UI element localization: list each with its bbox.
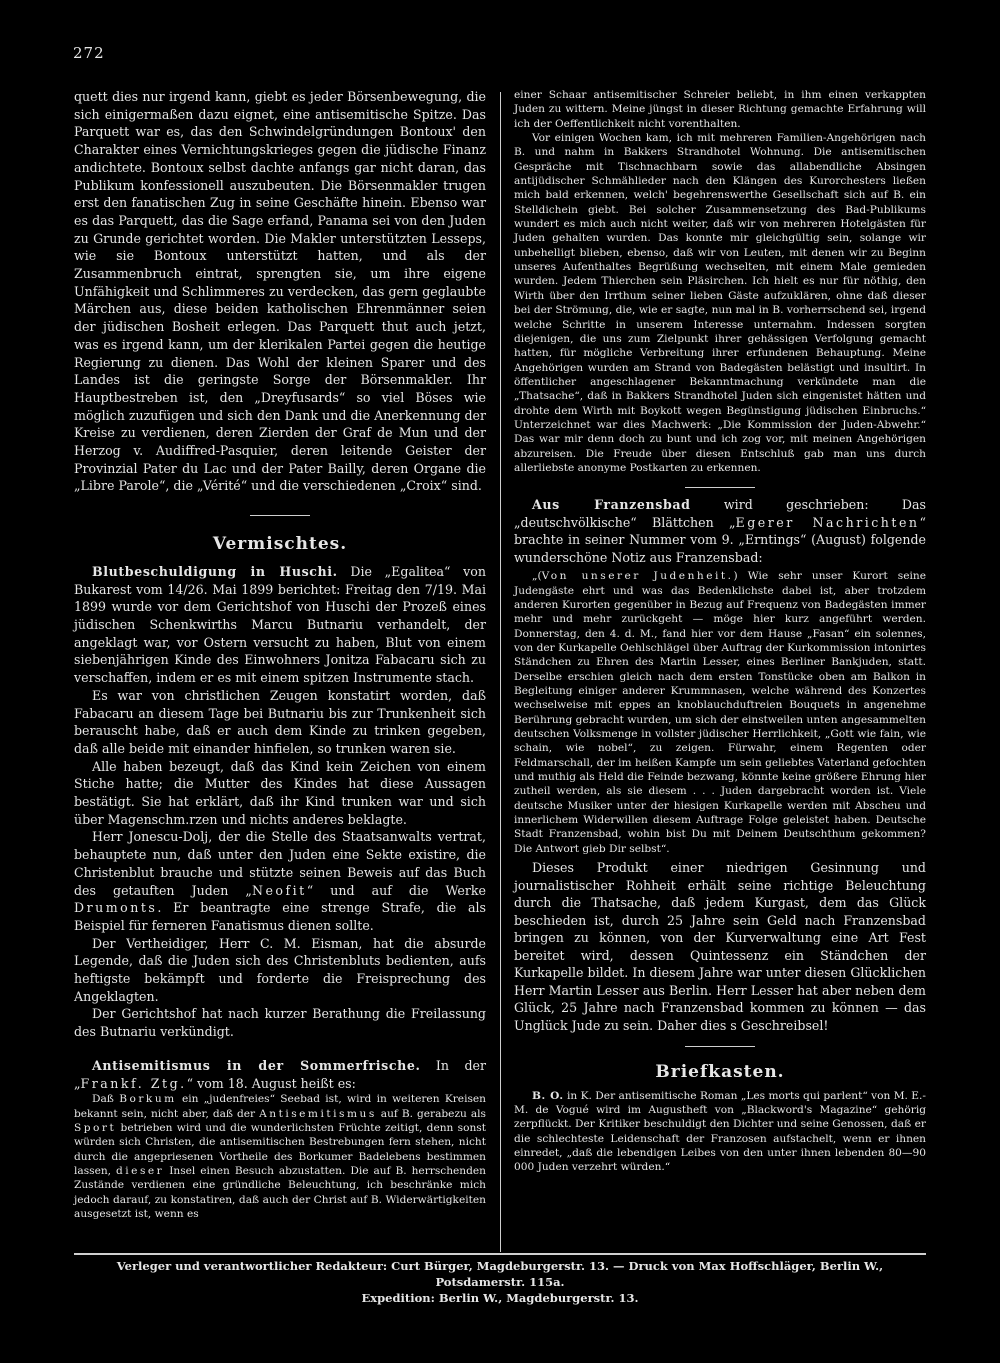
opening-paragraph: quett dies nur irgend kann, giebt es jeder Börsenbewegung, die sich einigermaßen dazu eignet, eine antisemitische Spitze. Das Parquett war es, das den Schwindelgründungen Bontoux' den Charakter eines Vernichtungskrieges gegen die jüdische Finanz andichtete. Bontoux selbst dachte anfangs gar nicht daran, das Publikum konfessionell auszubeuten. Die Börsenmakler trugen erst den fanatischen Zug in seine Geschäfte hinein. Ebenso war es das Parquett, das die Sage erfand, Panama sei von den Juden zu Grunde gerichtet worden. Die Makler unterstützten Lesseps, wie sie Bontoux unterstützt hatten, und als der Zusammenbruch eintrat, sprengten sie, um ihre eigene Unfähigkeit und Schlimmeres zu verdecken, das gern geglaubte Märchen aus, diese beiden katholischen Ehrenmänner seien der jüdischen Bosheit erlegen. Das Parquett thut auch jetzt, was es irgend kann, um der klerikalen Partei gegen die heutige Regierung zu dienen. Das Wohl der kleinen Sparer und des Landes ist die geringste Sorge der Börsenmakler. Ihr Hauptbestreben ist, den „Dreyfusards“ so viel Böses wie möglich zuzufügen und sich den Dank und die Anerkennung der Kreise zu verdienen, deren Zierden der Graf de Mun und der Herzog v. Audiffred-Pasquier, deren leitende Geister der Provinzial Pater du Lac und der Pater Bailly, deren Organe die „Libre Parole“, die „Vérité“ und die verschiedenen „Croix“ sind. — [74, 89, 486, 494]
article-franzensbad-lead: Aus Franzensbad wird geschrieben: Das „deutschvölkische“ Blättchen „Egerer Nachrichten“ brachte in seiner Nummer vom 9. „Erntings“ (August) folgende wunderschöne Notiz aus Franzensbad: — [514, 497, 926, 565]
article-quote: „(Von unserer Judenheit.) Wie sehr unser Kurort seine Judengäste ehrt und was das Bedenklichste dabei ist, aber trotzdem anderen Kurorten gegenüber in Bezug auf Frequenz von Badegästen immer mehr und mehr zurückgeht — möge hier kurz angeführt werden. Donnerstag, den 4. d. M., fand hier vor dem Hause „Fasan“ ein solennes, von der Kurkapelle Oehlschlägel über Auftrag der Kurkommission intonirtes Ständchen zu Ehren des Martin Lesser, eines Berliner Bankjuden, statt. Derselbe erschien gleich nach dem ersten Tonstücke oben am Balkon in Begleitung einiger anderer Krummnasen, welche während des Konzertes wechselweise mit eppes an knoblauchduftreien Bouquets in angenehme Berührung gebracht wurden, um sich der einstweilen unten angesammelten deutschen Volksmenge in vollster jüdischer Herrlichkeit, „Gott wie fain, wie schain, wie nobel“, zu zeigen. Fürwahr, einem Regenten oder Feldmarschall, der im heißen Kampfe um sein geliebtes Vaterland gefochten und muthig als Held die Feinde bezwang, könnte keine größere Ehrung hier zutheil werden, als sie diesem . . . Juden dargebracht worden ist. Viele deutsche Musiker unter der hiesigen Kurkapelle werden mit Abscheu und innerlichem Widerwillen diesem Auftrage Folge geleistet haben. Deutsche Stadt Franzensbad, wohin bist Du mit Deinem Deutschthum gekommen? Die Antwort gieb Dir selbst“. — [514, 570, 927, 855]
imprint-footer — [74, 1258, 926, 1306]
article-paragraph: Herr Jonescu-Dolj, der die Stelle des Staatsanwalts vertrat, behauptete nun, daß unter den Juden eine Sekte existire, die Christenblut brauche und stützte seinen Beweis auf das Buch des getauften Juden „Neofit“ und auf die Werke Drumonts. Er beantragte eine strenge Strafe, die als Beispiel für ferneren Fanatismus dienen sollte. — [74, 829, 486, 933]
imprint-line: Expedition: Berlin W., Magdeburgerstr. 13. — [361, 1291, 639, 1305]
article-heading: Aus Franzensbad — [532, 497, 691, 513]
article-paragraph: Der Vertheidiger, Herr C. M. Eisman, hat die absurde Legende, daß die Juden sich des Christenbluts bedienten, aufs heftigste bekämpft und forderte die Freisprechung des Angeklagten. — [74, 935, 486, 1004]
article-blutbeschuldigung-lead: Blutbeschuldigung in Huschi. Die „Egalitea“ von Bukarest vom 14/26. Mai 1899 berichtet: Freitag den 7/19. Mai 1899 wurde vor dem Gerichtshof von Huschi der Prozeß eines jüdischen Schenkwirths Marcu Butnariu verhandelt, der angeklagt war, vor Ostern versucht zu haben, Blut von einem siebenjährigen Kinde des Einwohners Jonitza Fabacaru sich zu verschaffen, indem er es mit einem spitzen Instrumente stach. — [74, 563, 486, 686]
separator — [685, 1046, 755, 1047]
section-title: Briefkasten. — [655, 1062, 785, 1083]
page-number: 272 — [73, 44, 105, 62]
right-column — [514, 88, 926, 1175]
section-title: Vermischtes. — [212, 534, 348, 555]
left-column — [74, 88, 486, 1221]
briefkasten-addressee: B. O. — [532, 1089, 564, 1102]
article-antisemitismus-lead: Antisemitismus in der Sommerfrische. In der „Frankf. Ztg.“ vom 18. August heißt es: — [74, 1057, 486, 1091]
article-paragraph: Dieses Produkt einer niedrigen Gesinnung und journalistischer Rohheit erhält seine richtige Beleuchtung durch die Thatsache, daß jedem Kurgast, dem das Glück beschieden ist, durch 25 Jahre sein Geld nach Franzensbad bringen zu können, von der Kurverwaltung eine Art Fest bereitet wird, dessen Quintessenz ein Ständchen der Kurkapelle bildet. In diesem Jahre war unter diesen Glücklichen Herr Martin Lesser aus Berlin. Herr Lesser hat aber neben dem Glück, 25 Jahre nach Franzensbad kommen zu können — das Unglück Jude zu sein. Daher dies s Geschreibsel! — [514, 860, 926, 1033]
footer-rule — [74, 1253, 926, 1255]
article-paragraph: Es war von christlichen Zeugen konstatirt worden, daß Fabacaru an diesem Tage bei Butnariu bis zur Trunkenheit sich berauscht habe, daß er auch dem Kinde zu trinken gegeben, daß alle beide mit einander hinfielen, so trunken waren sie. — [74, 687, 486, 756]
article-quote: Daß Borkum ein „judenfreies“ Seebad ist, wird in weiteren Kreisen bekannt sein, nicht aber, daß der Antisemitismus auf B. gerabezu als Sport betrieben wird und die wunderlichsten Früchte zeitigt, denn sonst würden sich Christen, die antisemitischen Bestrebungen fern stehen, nicht durch die angepriesenen Vortheile des Borkumer Badelebens bestimmen lassen, dieser Insel einen Besuch abzustatten. Die auf B. herrschenden Zustände verdienen eine gründliche Beleuchtung, ich beschränke mich jedoch darauf, zu konstatiren, daß auch der Christ auf B. Widerwärtigkeiten ausgesetzt ist, wenn es — [74, 1093, 486, 1221]
article-heading: Blutbeschuldigung in Huschi. — [92, 563, 338, 579]
column-divider — [500, 92, 501, 1252]
article-paragraph: Der Gerichtshof hat nach kurzer Berathung die Freilassung des Butnariu verkündigt. — [74, 1006, 486, 1040]
article-heading: Antisemitismus in der Sommerfrische. — [92, 1057, 421, 1073]
imprint-line: Verleger und verantwortlicher Redakteur: Curt Bürger, Magdeburgerstr. 13. — Druck von Max Hoffschläger, Berlin W., Potsdamerstr. 115a. — [116, 1259, 884, 1289]
continued-paragraph: Vor einigen Wochen kam, ich mit mehreren Familien-Angehörigen nach B. und nahm in Bakkers Strandhotel Wohnung. Die antisemitischen Gespräche mit Tischnachbarn sowie das allabendliche Absingen antijüdischer Schmählieder nach den Klängen des Kurorchesters ließen mich bald erkennen, welch' begehrenswerthe Gesellschaft sich auf B. ein Stelldichein giebt. Bei solcher Zusammensetzung des Bad-Publikums wundert es mich auch nicht weiter, daß wir von mehreren Hotelgästen für Juden gehalten wurden. Das konnte mir gleichgültig sein, solange wir unbehelligt blieben, ebenso, daß wir von Leuten, mit denen wir zu Beginn unseres Aufenthaltes Begrüßung wechselten, mit einem Male gemieden wurden. Jedem Thierchen sein Pläsirchen. Ich hielt es nur für nöthig, den Wirth über den Irrthum seiner lieben Gäste aufzuklären, ohne daß dieser bei der Strömung, die, wie er sagte, nun mal in B. vorherrschend sei, irgend welche Schritte in unserem Interesse unternahm. Indessen sorgten diejenigen, die uns zum Zielpunkt ihrer gehässigen Verfolgung gemacht hatten, für mögliche Verbreitung ihrer erfundenen Behauptung. Meine Angehörigen wurden am Strand von Badegästen belästigt und insultirt. In öffentlicher angeschlagener Bekanntmachung verkündete man die „Thatsache“, daß in Bakkers Strandhotel Juden sich eingenistet hätten und drohte dem Wirth mit Boykott wegen Begünstigung jüdischen Einbruchs.“ Unterzeichnet war dies Machwerk: „Die Kommission der Juden-Abwehr.“ Das war mir denn doch zu bunt und ich zog vor, mit meinen Angehörigen abzureisen. Die Freude über diesen Entschluß gab man uns durch allerliebste anonyme Postkarten zu erkennen. — [514, 132, 926, 474]
separator — [250, 515, 310, 516]
article-paragraph: Alle haben bezeugt, daß das Kind kein Zeichen von einem Stiche hatte; die Mutter des Kindes hat diese Aussagen bestätigt. Sie hat erklärt, daß ihr Kind trunken war und sich über Magenschm.rzen und nichts anderes beklagte. — [74, 758, 486, 827]
briefkasten-entry: B. O. in K. Der antisemitische Roman „Les morts qui parlent“ von M. E.-M. de Vogué wird im Augustheft von „Blackword's Magazine“ gehörig zerpflückt. Der Kritiker beschuldigt den Dichter und seine Genossen, daß er die schlechteste Leidenschaft der Franzosen aufstachelt, wenn er ihnen einredet, „daß die lebendigen Leibes von den unter ihnen lebenden 80—90 000 Juden verzehrt würden.“ — [514, 1089, 926, 1174]
continued-paragraph: einer Schaar antisemitischer Schreier beliebt, in ihm einen verkappten Juden zu wittern. Meine jüngst in dieser Richtung gemachte Erfahrung will ich der Oeffentlichkeit nicht vorenthalten. — [514, 89, 926, 130]
separator — [685, 487, 755, 488]
